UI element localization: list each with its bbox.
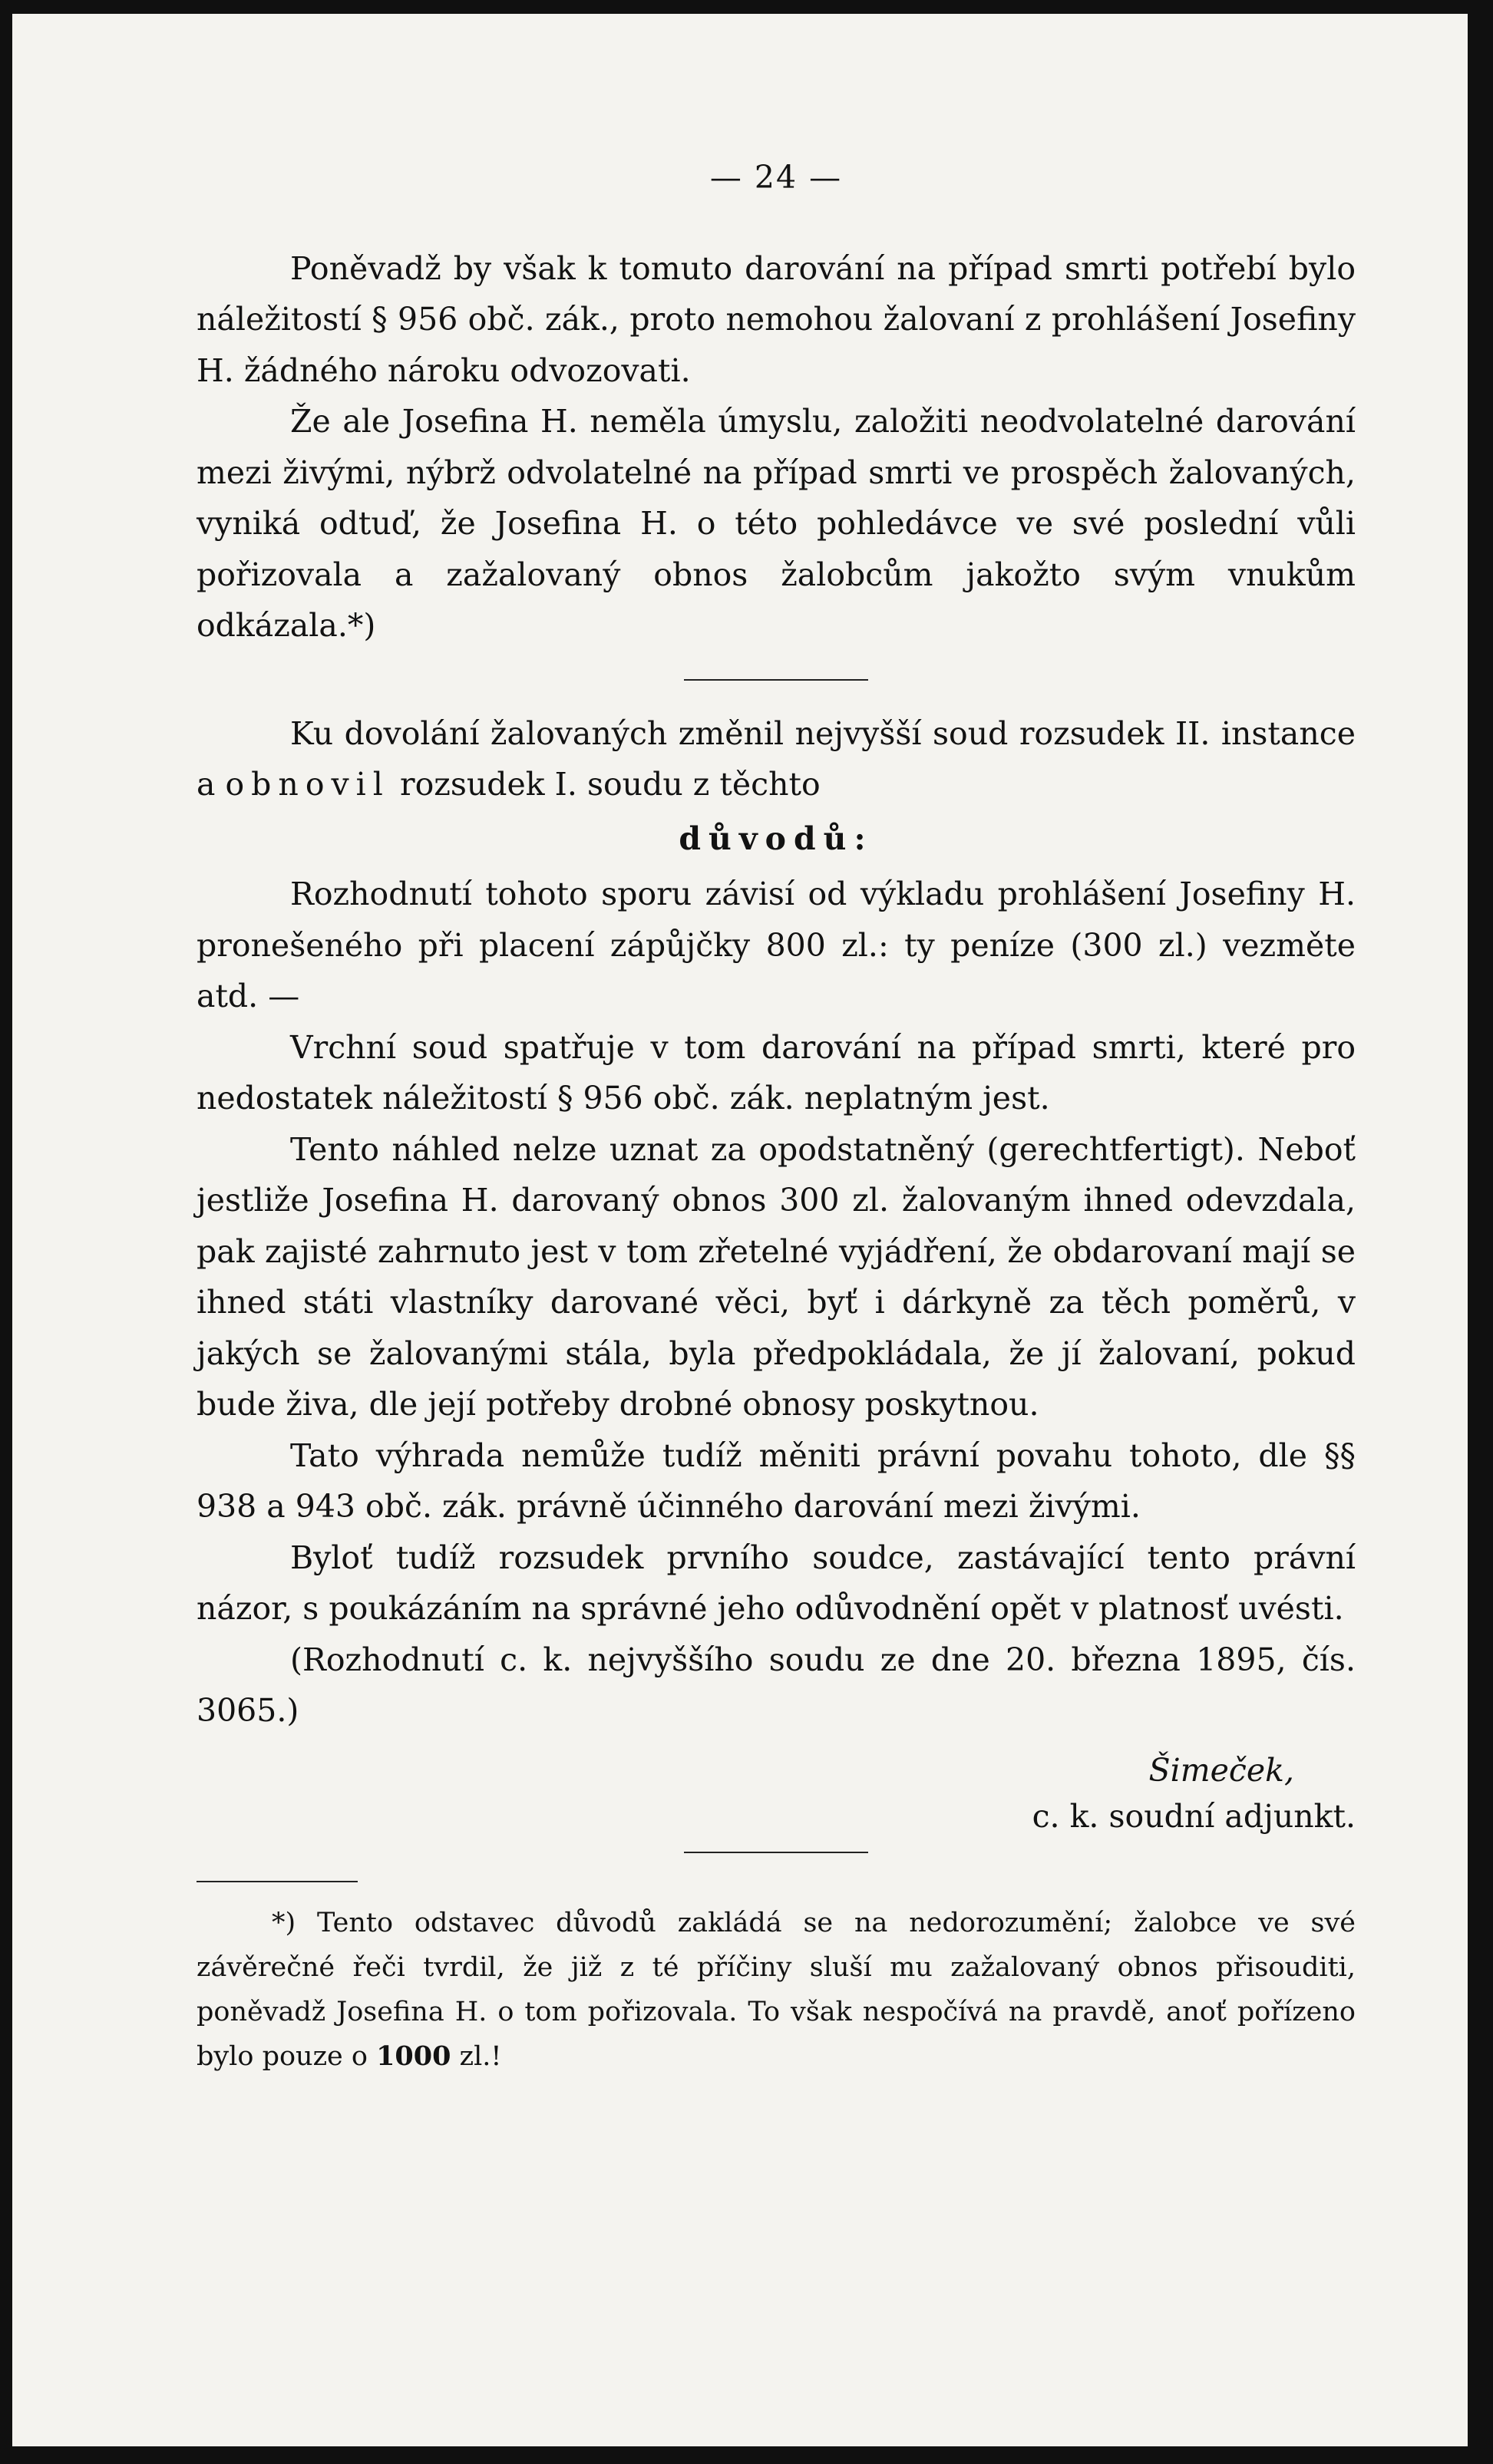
appeal-paragraph [197,708,1356,810]
paragraph: Že ale Josefina H. neměla úmyslu, založiti neodvolatelné darování mezi živými, nýbrž odvolatelné na případ smrti ve prospěch žalovaných, vyniká odtuď, že Josefina H. o této pohledávce ve své poslední vůli pořizovala a zažalovaný obnos žalobcům jakožto svým vnukům odkázala.*) [197,403,1356,644]
page-number: — 24 — [709,159,843,196]
paragraph: Byloť tudíž rozsudek prvního soudce, zastávající tento právní názor, s poukázáním na správné jeho odůvodnění opět v platnosť uvésti. [197,1539,1356,1627]
paragraph: Rozhodnutí tohoto sporu závisí od výkladu prohlášení Josefiny H. pronešeného při placení zápůjčky 800 zl.: ty peníze (300 zl.) vezměte atd. — [197,876,1356,1014]
signature-title: c. k. soudní adjunkt. [1032,1797,1356,1835]
document-page [12,14,1468,2446]
section-heading: důvodů: [679,820,874,857]
section-divider [684,679,868,681]
footnote [197,1901,1356,2079]
footnote-amount: 1000 [376,2040,451,2072]
citation-paragraph: (Rozhodnutí c. k. nejvyššího soudu ze dne 20. března 1895, čís. 3065.) [197,1641,1356,1729]
footnote-text-after: zl.! [459,2040,502,2072]
footnote-rule [197,1881,358,1882]
footnote-text [197,1901,1356,2079]
paragraph: Tento náhled nelze uznat za opodstatněný (gerechtfertigt). Neboť jestliže Josefina H. darovaný obnos 300 zl. žalovaným ihned odevzdala, pak zajisté zahrnuto jest v tom zřetelné vyjádření, že obdarovaní mají se ihned státi vlastníky darované věci, byť i dárkyně za těch poměrů, v jakých se žalovanými stála, byla předpokládala, že jí žalovaní, pokud bude živa, dle její potřeby drobné obnosy poskytnou. [197,1130,1356,1423]
appeal-text-part2: rozsudek I. soudu z těchto [399,766,821,803]
end-divider [684,1852,868,1853]
paragraph: Tato výhrada nemůže tudíž měniti právní povahu tohoto, dle §§ 938 a 943 obč. zák. právně účinného darování mezi živými. [197,1437,1356,1525]
appeal-text-part1: Ku dovolání žalovaných změnil nejvyšší soud rozsudek II. instance a [197,714,1356,803]
paragraph: Poněvadž by však k tomuto darování na případ smrti potřebí bylo náležitostí § 956 obč. zák., proto nemohou žalovaní z prohlášení Josefiny H. žádného nároku odvozovati. [197,249,1356,389]
paragraph: Vrchní soud spatřuje v tom darování na případ smrti, které pro nedostatek náležitostí § 956 obč. zák. neplatným jest. [197,1028,1356,1117]
signature-name: Šimeček, [1148,1751,1294,1789]
text-block [197,152,1356,2079]
appeal-spaced-word: obnovil [225,766,390,803]
footnote-text-before: *) Tento odstavec důvodů zakládá se na nedorozumění; žalobce ve své závěrečné řeči tvrdil, že již z té příčiny sluší mu zažalovaný obnos přisouditi, poněvadž Josefina H. o tom pořizovala. To však nespočívá na pravdě, anoť pořízeno bylo pouze o [197,1907,1356,2072]
